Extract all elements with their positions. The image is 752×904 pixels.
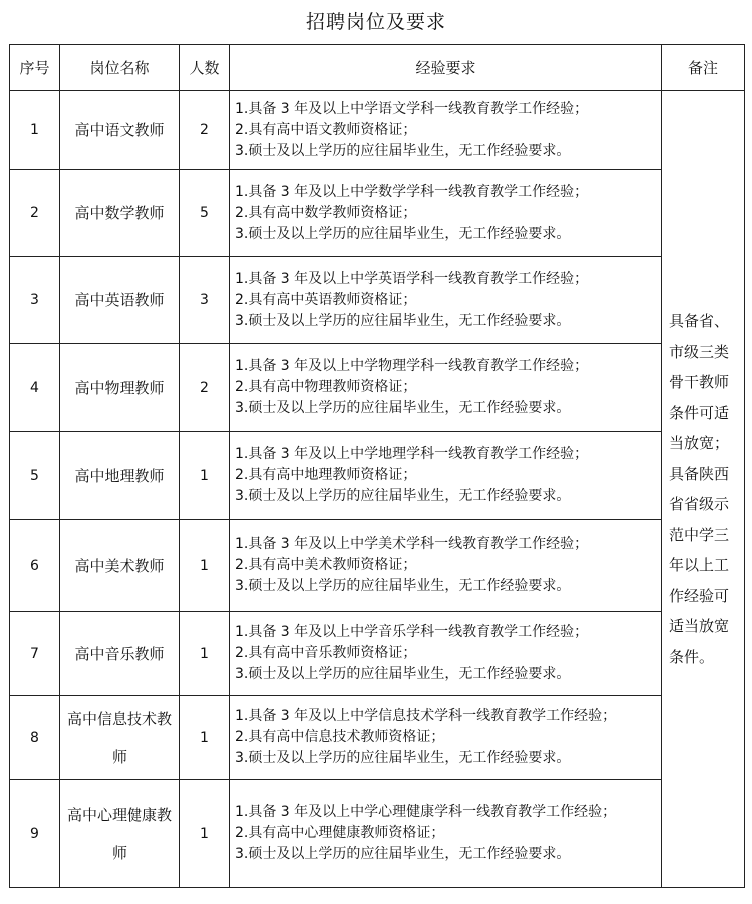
post-name-cell: 高中英语教师 [60, 257, 180, 344]
post-name-cell: 高中音乐教师 [60, 612, 180, 696]
serial-cell: 2 [10, 170, 60, 257]
requirement-line: 1.具备 3 年及以上中学物理学科一线教育教学工作经验； [235, 358, 589, 374]
table-row [10, 780, 745, 888]
requirements-cell [230, 780, 662, 888]
table-header-row [10, 45, 745, 91]
headcount-cell: 1 [180, 520, 230, 612]
post-name-cell: 高中美术教师 [60, 520, 180, 612]
remarks-cell: 具备省、市级三类骨干教师条件可适当放宽；具备陕西省省级示范中学三年以上工作经验可适当放宽条件。 [662, 91, 745, 888]
requirements-cell [230, 612, 662, 696]
header-remarks: 备注 [662, 45, 745, 91]
table-row [10, 170, 745, 257]
headcount-cell: 1 [180, 696, 230, 780]
post-name-cell: 高中地理教师 [60, 432, 180, 520]
requirement-line: 1.具备 3 年及以上中学美术学科一线教育教学工作经验； [235, 536, 589, 552]
requirement-line: 2.具有高中地理教师资格证； [235, 467, 417, 483]
requirement-line: 1.具备 3 年及以上中学音乐学科一线教育教学工作经验； [235, 624, 589, 640]
requirements-cell [230, 696, 662, 780]
requirement-line: 2.具有高中物理教师资格证； [235, 379, 417, 395]
requirement-line: 2.具有高中英语教师资格证； [235, 291, 417, 308]
headcount-cell: 1 [180, 780, 230, 888]
requirements-cell [230, 520, 662, 612]
serial-cell: 1 [10, 91, 60, 170]
requirement-line: 3.硕士及以上学历的应往届毕业生，无工作经验要求。 [235, 666, 571, 682]
requirement-line: 3.硕士及以上学历的应往届毕业生，无工作经验要求。 [235, 142, 571, 159]
requirement-line: 3.硕士及以上学历的应往届毕业生，无工作经验要求。 [235, 488, 571, 504]
headcount-cell: 2 [180, 91, 230, 170]
requirement-line: 1.具备 3 年及以上中学心理健康学科一线教育教学工作经验； [235, 804, 617, 820]
post-name-cell: 高中数学教师 [60, 170, 180, 257]
serial-cell: 3 [10, 257, 60, 344]
recruitment-table [9, 44, 745, 888]
requirement-line: 1.具备 3 年及以上中学地理学科一线教育教学工作经验； [235, 446, 589, 462]
serial-cell: 9 [10, 780, 60, 888]
requirement-line: 3.硕士及以上学历的应往届毕业生，无工作经验要求。 [235, 846, 571, 862]
table-row [10, 344, 745, 432]
requirement-line: 2.具有高中心理健康教师资格证； [235, 825, 445, 841]
document-title: 招聘岗位及要求 [305, 11, 446, 33]
table-row [10, 91, 745, 170]
requirement-line: 1.具备 3 年及以上中学信息技术学科一线教育教学工作经验； [235, 708, 617, 724]
requirement-line: 2.具有高中数学教师资格证； [235, 204, 417, 221]
post-name-cell: 高中物理教师 [60, 344, 180, 432]
serial-cell: 5 [10, 432, 60, 520]
requirement-line: 2.具有高中美术教师资格证； [235, 557, 417, 573]
serial-cell: 8 [10, 696, 60, 780]
headcount-cell: 3 [180, 257, 230, 344]
headcount-cell: 1 [180, 612, 230, 696]
requirement-line: 1.具备 3 年及以上中学英语学科一线教育教学工作经验； [235, 270, 589, 287]
headcount-cell: 2 [180, 344, 230, 432]
post-name-cell: 高中语文教师 [60, 91, 180, 170]
requirements-cell [230, 432, 662, 520]
requirements-cell [230, 170, 662, 257]
requirement-line: 3.硕士及以上学历的应往届毕业生，无工作经验要求。 [235, 312, 571, 329]
post-name-cell: 高中信息技术教师 [60, 696, 180, 780]
table-row [10, 432, 745, 520]
requirements-cell [230, 257, 662, 344]
requirement-line: 1.具备 3 年及以上中学语文学科一线教育教学工作经验； [235, 100, 589, 117]
requirement-line: 2.具有高中音乐教师资格证； [235, 645, 417, 661]
requirement-line: 3.硕士及以上学历的应往届毕业生，无工作经验要求。 [235, 225, 571, 242]
requirement-line: 2.具有高中语文教师资格证； [235, 121, 417, 138]
table-row [10, 257, 745, 344]
requirements-cell [230, 344, 662, 432]
requirements-cell [230, 91, 662, 170]
header-post-name: 岗位名称 [60, 45, 180, 91]
post-name-cell: 高中心理健康教师 [60, 780, 180, 888]
table-row [10, 612, 745, 696]
requirement-line: 3.硕士及以上学历的应往届毕业生，无工作经验要求。 [235, 750, 571, 766]
requirement-line: 2.具有高中信息技术教师资格证； [235, 729, 445, 745]
requirement-line: 3.硕士及以上学历的应往届毕业生，无工作经验要求。 [235, 578, 571, 594]
requirement-line: 3.硕士及以上学历的应往届毕业生，无工作经验要求。 [235, 400, 571, 416]
headcount-cell: 5 [180, 170, 230, 257]
header-serial: 序号 [10, 45, 60, 91]
table-row [10, 696, 745, 780]
header-headcount: 人数 [180, 45, 230, 91]
headcount-cell: 1 [180, 432, 230, 520]
serial-cell: 7 [10, 612, 60, 696]
serial-cell: 4 [10, 344, 60, 432]
table-row [10, 520, 745, 612]
header-experience: 经验要求 [230, 45, 662, 91]
requirement-line: 1.具备 3 年及以上中学数学学科一线教育教学工作经验； [235, 183, 589, 200]
serial-cell: 6 [10, 520, 60, 612]
